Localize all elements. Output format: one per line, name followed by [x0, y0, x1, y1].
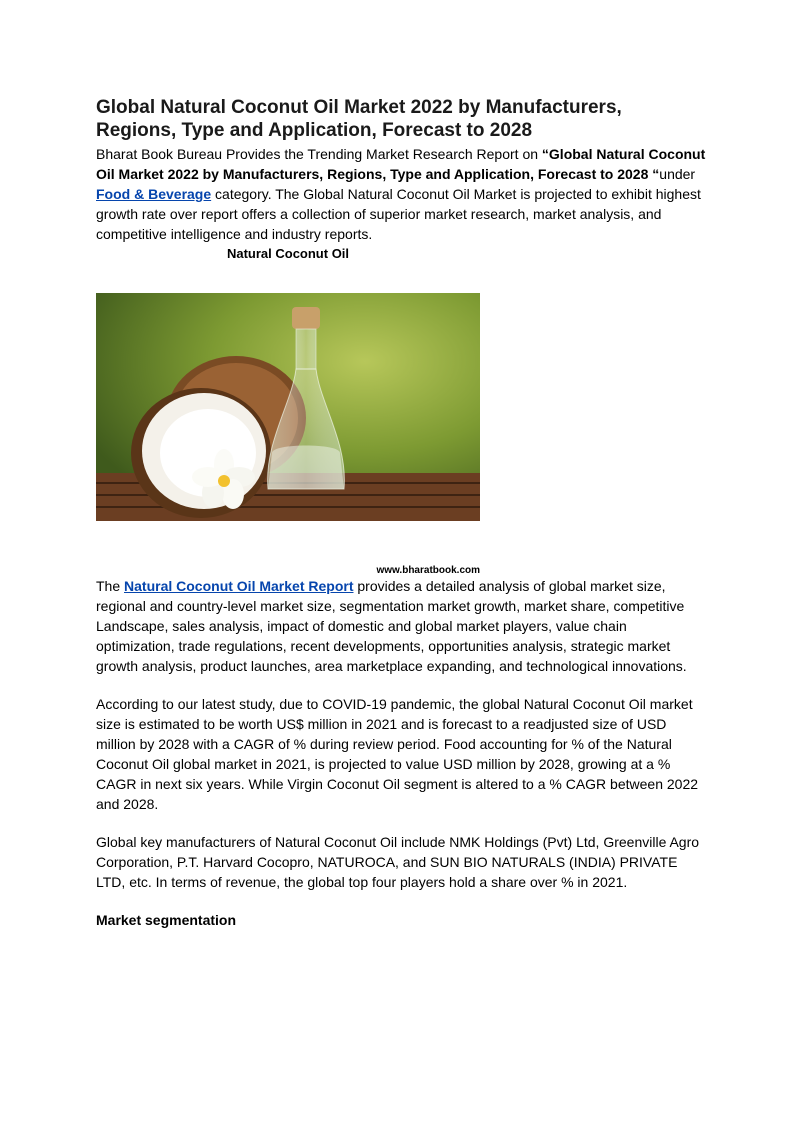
manufacturers-paragraph: Global key manufacturers of Natural Coconut Oil include NMK Holdings (Pvt) Ltd, Greenville Agro Corporation, P.T. Harvard Cocopro, NATUROCA, and SUN BIO NATURALS (INDIA) PRIVATE LTD, etc. In terms of revenue, the global top four players hold a share over % in 2021. — [96, 834, 700, 890]
food-beverage-link[interactable]: Food & Beverage — [96, 186, 212, 202]
image-caption: Natural Coconut Oil — [226, 246, 350, 261]
market-segmentation-heading: Market segmentation — [96, 912, 237, 928]
covid-paragraph: According to our latest study, due to COVID-19 pandemic, the global Natural Coconut Oil market size is estimated to be worth US$ million in 2021 and is forecast to a readjusted size of USD million by 2028 with a CAGR of % during review period. Food accounting for % of the Natural Coconut Oil global market in 2021, is projected to value USD million by 2028, growing at a % CAGR in next six years. While Virgin Coconut Oil segment is altered to a % CAGR between 2022 and 2028. — [96, 696, 699, 812]
intro-under: under — [659, 166, 696, 182]
website-label: www.bharatbook.com — [376, 565, 480, 576]
document-title: Global Natural Coconut Oil Market 2022 by Manufacturers, Regions, Type and Application, Forecast to 2028 — [96, 97, 622, 141]
intro-report-title: “Global Natural Coconut Oil Market 2022 by Manufacturers, Regions, Type and Application, Forecast to 2028 “ — [96, 146, 706, 182]
para1-prefix: The — [96, 578, 125, 594]
para1-suffix: provides a detailed analysis of global market size, regional and country-level market size, segmentation market growth, market share, competitive Landscape, sales analysis, impact of domestic and global market players, value chain optimization, trade regulations, recent developments, opportunities analysis, strategic market growth analysis, product launches, area marketplace expanding, and technological innovations. — [96, 578, 687, 674]
document-page — [96, 96, 706, 930]
market-report-link[interactable]: Natural Coconut Oil Market Report — [124, 578, 354, 594]
coconut-oil-image — [96, 293, 480, 521]
intro-paragraph — [96, 144, 706, 244]
intro-suffix: category. The Global Natural Coconut Oil Market is projected to exhibit highest growth rate over report offers a collection of superior market research, market analysis, and competitive intelligence and industry reports. — [96, 186, 701, 242]
report-paragraph — [96, 576, 706, 676]
intro-prefix: Bharat Book Bureau Provides the Trending Market Research Report on — [96, 146, 542, 162]
